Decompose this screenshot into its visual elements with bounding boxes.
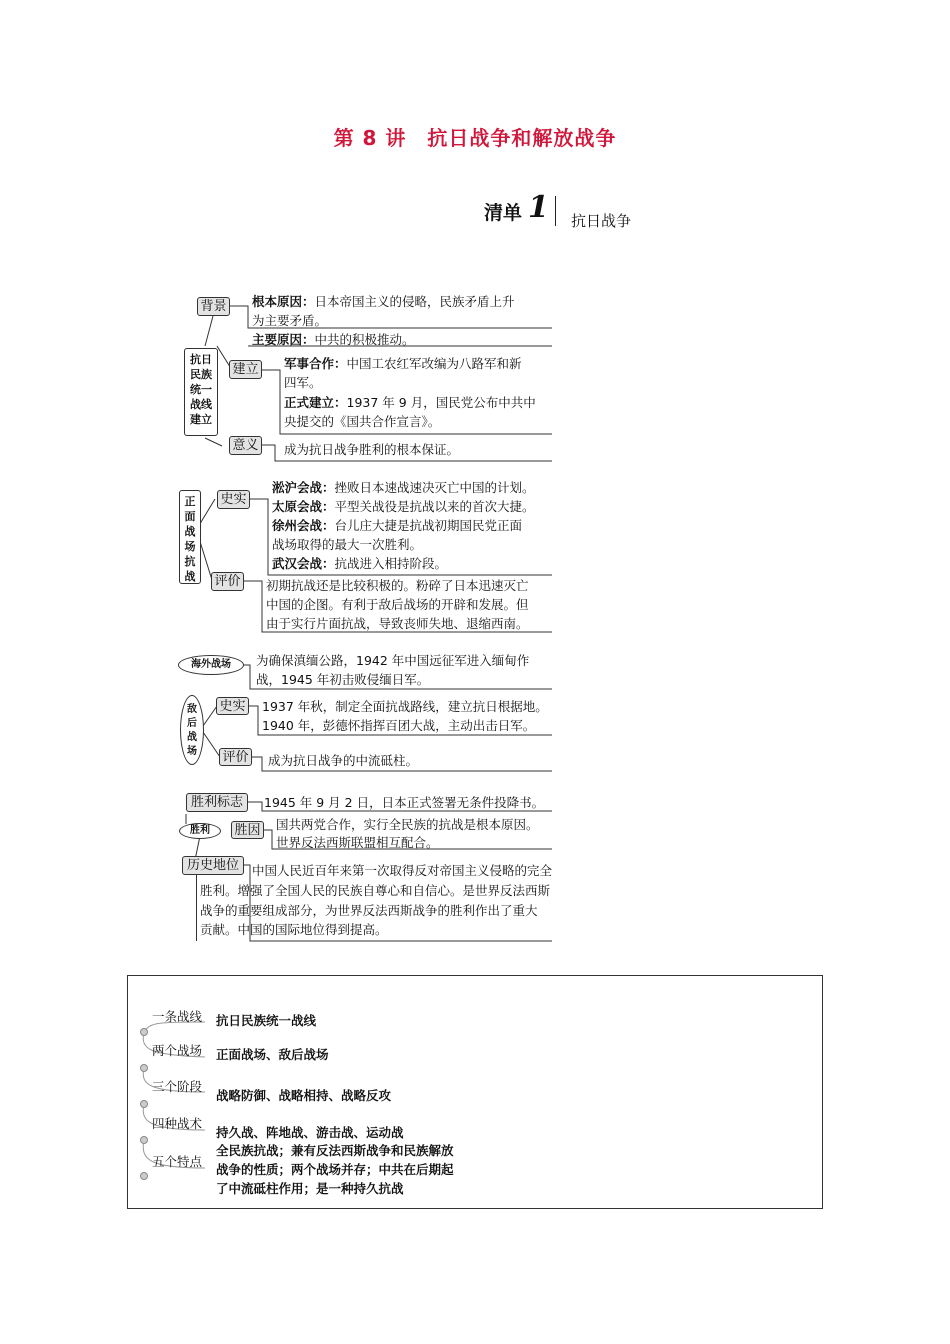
node-front-battlefield: 正面战场抗战	[179, 490, 201, 584]
node-victory: 胜利	[179, 823, 221, 839]
tag-establish: 建立	[229, 360, 262, 379]
text-battle-wuhan: 武汉会战：抗战进入相持阶段。	[272, 556, 448, 571]
text-victory-cause-1: 国共两党合作，实行全民族的抗战是根本原因。	[276, 817, 539, 832]
tag-victory-mark: 胜利标志	[186, 793, 248, 812]
text-battle-songhu: 淞沪会战：挫败日本速战速决灭亡中国的计划。	[272, 480, 535, 495]
text-front-eval-2: 中国的企图。有利于敌后战场的开辟和发展。但	[266, 597, 529, 612]
text-overseas-1: 为确保滇缅公路，1942 年中国远征军进入缅甸作	[256, 653, 530, 668]
text-victory-mark: 1945 年 9 月 2 日，日本正式签署无条件投降书。	[264, 795, 545, 810]
text-formal-establish-2: 央提交的《国共合作宣言》。	[284, 414, 441, 429]
tag-victory-cause: 胜因	[231, 821, 264, 839]
text-victory-cause-2: 世界反法西斯联盟相互配合。	[276, 835, 439, 850]
text-formal-establish: 正式建立：1937 年 9 月，国民党公布中共中	[284, 395, 536, 410]
node-overseas-battlefield: 海外战场	[178, 655, 244, 675]
text-status-3: 战争的重要组成部分，为世界反法西斯战争的胜利作出了重大	[200, 903, 538, 918]
text-battle-taiyuan: 太原会战：平型关战役是抗战以来的首次大捷。	[272, 499, 535, 514]
text-status-2: 胜利。增强了全国人民的民族自尊心和自信心。是世界反法西斯	[200, 883, 551, 898]
tag-significance: 意义	[229, 436, 262, 455]
node-rear-battlefield: 敌后战场	[180, 695, 204, 765]
tag-facts: 史实	[217, 490, 250, 509]
text-status-1: 中国人民近百年来第一次取得反对帝国主义侵略的完全	[252, 863, 553, 878]
summary-label-1: 一条战线	[152, 1009, 203, 1024]
summary-label-4: 四种战术	[152, 1116, 203, 1131]
summary-value-5a: 全民族抗战；兼有反法西斯战争和民族解放	[216, 1143, 454, 1158]
text-battle-xuzhou: 徐州会战：台儿庄大捷是抗战初期国民党正面	[272, 518, 523, 533]
tag-rear-facts: 史实	[216, 697, 249, 715]
summary-label-3: 三个阶段	[152, 1079, 203, 1094]
summary-value-2: 正面战场、敌后战场	[216, 1047, 329, 1062]
text-rear-fact-1: 1937 年秋，制定全面抗战路线，建立抗日根据地。	[262, 699, 548, 714]
text-front-eval-1: 初期抗战还是比较积极的。粉碎了日本迅速灭亡	[266, 578, 529, 593]
text-root-cause-2: 为主要矛盾。	[252, 313, 328, 328]
summary-value-5c: 了中流砥柱作用；是一种持久抗战	[216, 1181, 404, 1196]
page-title: 第 8 讲 抗日战争和解放战争	[333, 126, 617, 150]
text-military-coop-2: 四军。	[284, 375, 322, 390]
tag-rear-evaluation: 评价	[219, 748, 252, 766]
tag-historical-status: 历史地位	[182, 856, 244, 875]
text-rear-fact-2: 1940 年，彭德怀指挥百团大战，主动出击日军。	[262, 718, 536, 733]
text-overseas-2: 战，1945 年初击败侵缅日军。	[256, 672, 430, 687]
text-battle-xuzhou-2: 战场取得的最大一次胜利。	[272, 537, 423, 552]
list-subtitle: 抗日战争	[571, 212, 632, 230]
text-military-coop: 军事合作：中国工农红军改编为八路军和新	[284, 356, 522, 371]
summary-value-3: 战略防御、战略相持、战略反攻	[216, 1088, 392, 1103]
tag-evaluation: 评价	[211, 572, 244, 591]
list-label: 清单	[484, 202, 523, 224]
text-status-4: 贡献。中国的国际地位得到提高。	[200, 922, 388, 937]
text-significance: 成为抗日战争胜利的根本保证。	[284, 442, 460, 457]
summary-value-4: 持久战、阵地战、游击战、运动战	[216, 1125, 404, 1140]
text-rear-evaluation: 成为抗日战争的中流砥柱。	[268, 753, 419, 768]
tag-background: 背景	[197, 297, 230, 316]
text-front-eval-3: 由于实行片面抗战，导致丧师失地、退缩西南。	[266, 616, 529, 631]
summary-label-2: 两个战场	[152, 1043, 203, 1058]
node-united-front: 抗日民族统一战线建立	[184, 348, 218, 436]
summary-label-5: 五个特点	[152, 1154, 203, 1169]
list-number: 1	[528, 190, 549, 225]
text-main-cause: 主要原因：中共的积极推动。	[252, 332, 415, 347]
summary-value-1: 抗日民族统一战线	[216, 1013, 317, 1028]
text-root-cause: 根本原因：日本帝国主义的侵略，民族矛盾上升	[252, 294, 515, 309]
summary-value-5b: 战争的性质；两个战场并存；中共在后期起	[216, 1162, 454, 1177]
